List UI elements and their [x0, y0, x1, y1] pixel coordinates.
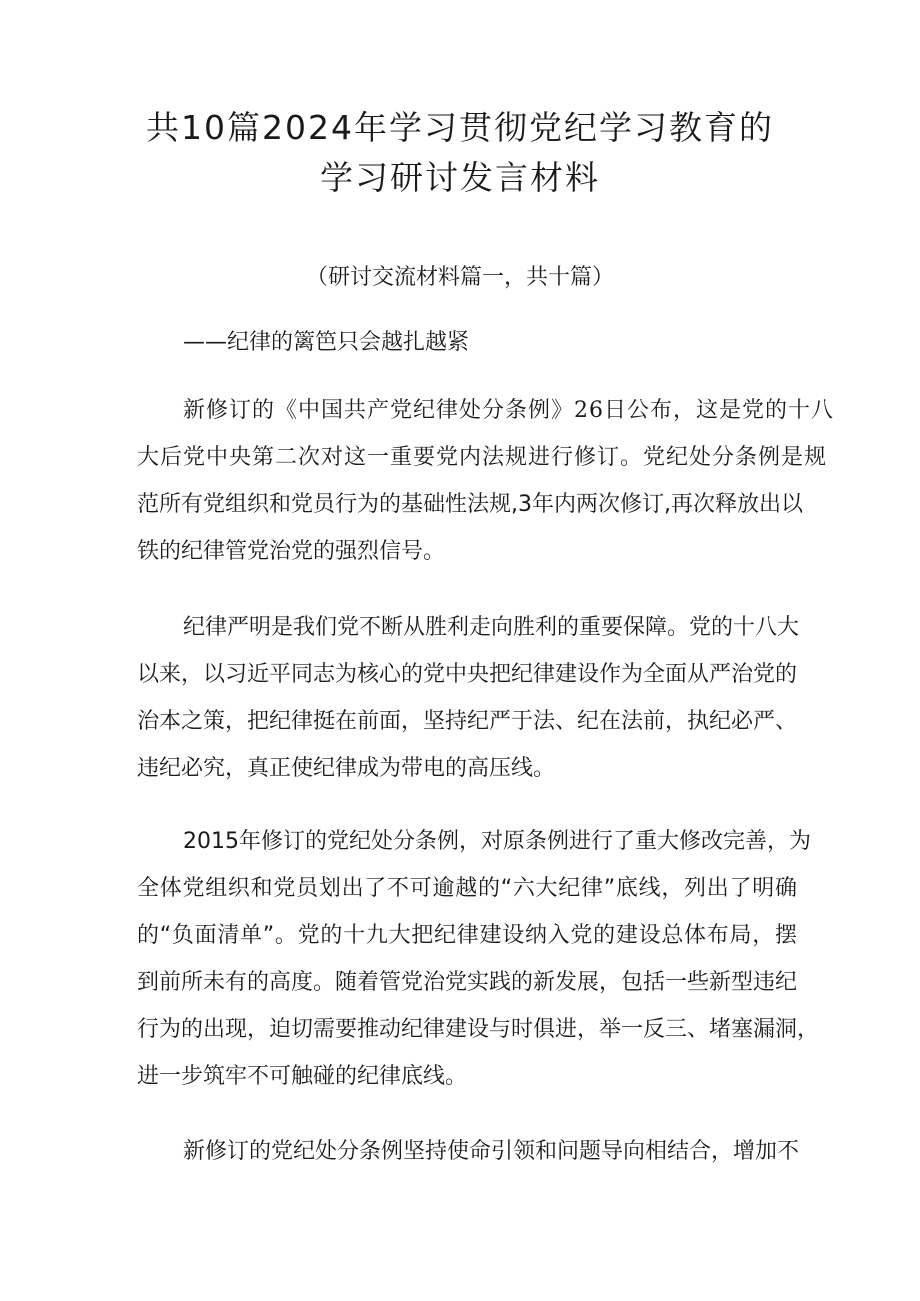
- paragraph-line: 的“负面清单”。党的十九大把纪律建设纳入党的建设总体布局，摆: [137, 923, 797, 948]
- paragraph-line: 到前所未有的高度。随着管党治党实践的新发展，包括一些新型违纪: [137, 970, 798, 995]
- paragraph-2: [137, 604, 800, 792]
- paragraph-line: 违纪必究，真正使纪律成为带电的高压线。: [137, 756, 556, 781]
- paragraph-line: 进一步筑牢不可触碰的纪律底线。: [137, 1064, 468, 1089]
- paragraph-line: 行为的出现，迫切需要推动纪律建设与时俱进，举一反三、堵塞漏洞，: [137, 1017, 820, 1042]
- paragraph-line: 以来，以习近平同志为核心的党中央把纪律建设作为全面从严治党的: [137, 662, 798, 687]
- paragraph-line: 纪律严明是我们党不断从胜利走向胜利的重要保障。党的十八大: [183, 615, 800, 640]
- paragraph-line: 大后党中央第二次对这一重要党内法规进行修订。党纪处分条例是规: [137, 445, 828, 470]
- document-tagline: ——纪律的篱笆只会越扎越紧: [183, 330, 470, 355]
- paragraph-line: 新修订的《中国共产党纪律处分条例》26日公布，这是党的十八: [183, 398, 834, 423]
- document-title-line-1: 共10篇2024年学习贯彻党纪学习教育的: [146, 108, 774, 147]
- paragraph-4: [137, 1128, 800, 1175]
- paragraph-3: [137, 818, 820, 1100]
- paragraph-line: 新修订的党纪处分条例坚持使命引领和问题导向相结合，增加不: [183, 1139, 800, 1164]
- paragraph-line: 治本之策，把纪律挺在前面，坚持纪严于法、纪在法前，执纪必严、: [137, 709, 798, 734]
- paragraph-line: 2015年修订的党纪处分条例，对原条例进行了重大修改完善，为: [183, 829, 811, 854]
- paragraph-1: [137, 387, 834, 575]
- paragraph-line: 铁的纪律管党治党的强烈信号。: [137, 539, 446, 564]
- document-title-line-2: 学习研讨发言材料: [320, 158, 600, 197]
- document-subtitle: （研讨交流材料篇一，共十篇）: [305, 265, 614, 290]
- paragraph-line: 范所有党组织和党员行为的基础性法规,3年内两次修订,再次释放出以: [137, 492, 803, 517]
- paragraph-line: 全体党组织和党员划出了不可逾越的“六大纪律”底线，列出了明确: [137, 876, 797, 901]
